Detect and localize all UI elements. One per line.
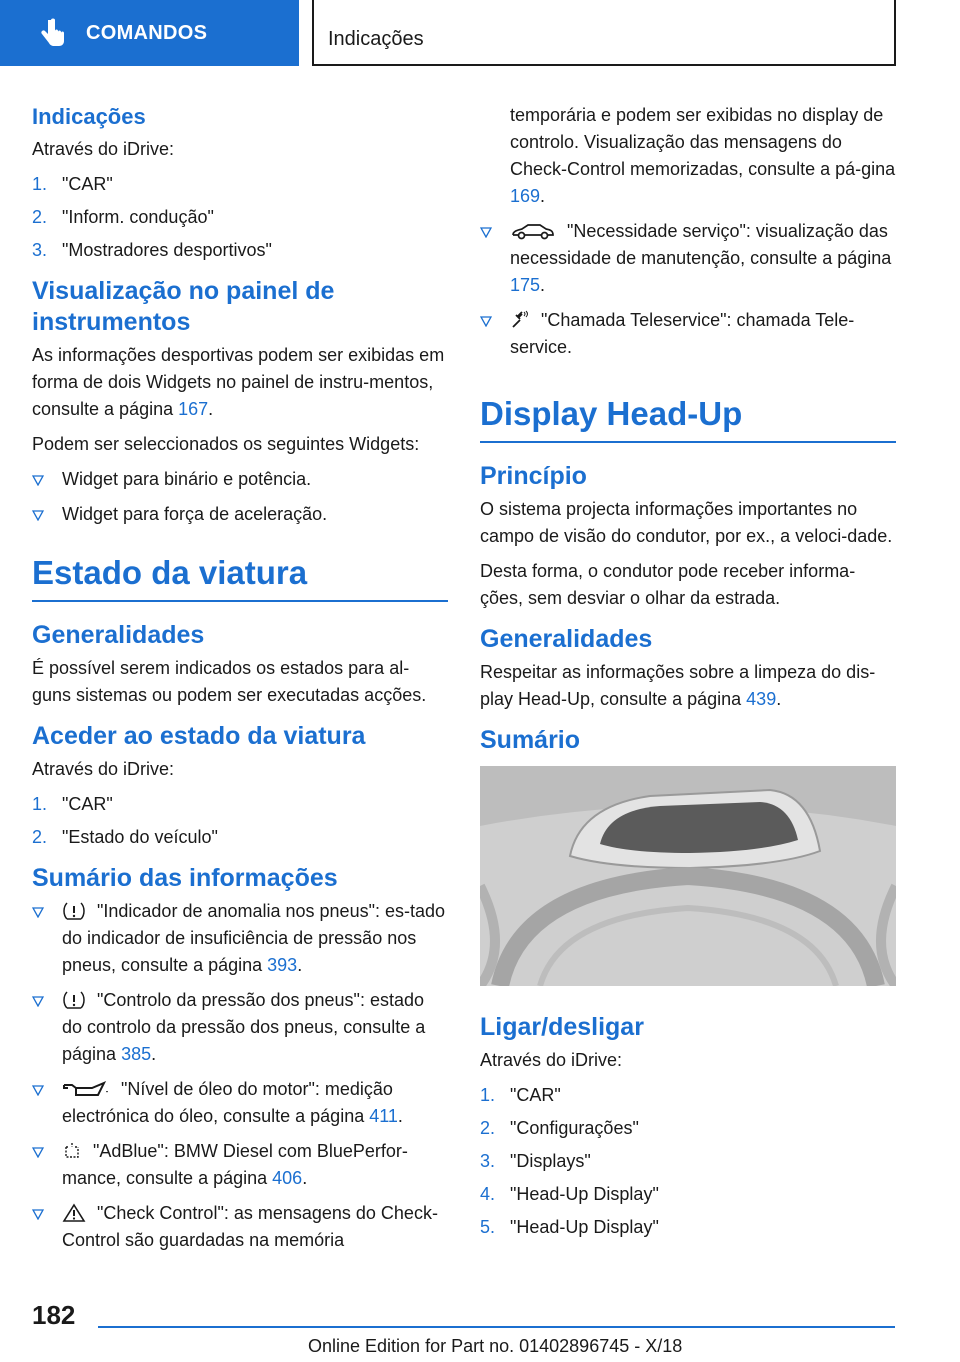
heading-generalidades: Generalidades (32, 621, 205, 649)
bullet-triangle-icon (32, 1084, 44, 1096)
paragraph: É possível serem indicados os estados para al‐guns sistemas ou podem ser executadas acções. (32, 658, 427, 705)
list-item: 4. "Head-Up Display" (480, 1184, 659, 1204)
section-label: Indicações (328, 28, 424, 50)
footer-divider (98, 1326, 895, 1328)
page-link[interactable]: 169 (510, 186, 541, 206)
list-item: 1. "CAR" (480, 1085, 561, 1105)
list-item: "Indicador de anomalia nos pneus": es‐tado do indicador de insuficiência de pressão nos pneus, consulte a página 393. (32, 898, 448, 979)
dashboard-image (480, 766, 896, 986)
hud-photo (480, 766, 896, 986)
chapter-tab[interactable] (0, 0, 299, 66)
heading-visualizacao: Visualização no painel de instrumentos (32, 277, 335, 336)
right-column (480, 100, 896, 1251)
left-column (32, 100, 448, 1264)
bullet-triangle-icon (480, 226, 492, 238)
heading-estado: Estado da viatura (32, 554, 448, 602)
tire-pressure-warning-icon (62, 901, 86, 921)
heading-sumario-informacoes: Sumário das informações (32, 864, 338, 892)
page-link[interactable]: 439 (746, 689, 777, 709)
bullet-triangle-icon (32, 906, 44, 918)
page-link[interactable]: 406 (272, 1168, 303, 1188)
steps-list (32, 791, 448, 851)
list-item: 2. "Estado do veículo" (32, 827, 218, 847)
intro-text: Através do iDrive: (480, 1050, 623, 1070)
list-item: "Check Control": as mensagens do Check-Control são guardadas na memória (32, 1200, 448, 1254)
bullet-triangle-icon (32, 1146, 44, 1158)
heading-generalidades: Generalidades (480, 625, 653, 653)
hand-pointer-icon (40, 18, 66, 48)
paragraph: Desta forma, o condutor pode receber informa‐ções, sem desviar o olhar da estrada. (480, 561, 856, 608)
list-item: "AdBlue": BMW Diesel com BluePerfor‐mance, consulte a página 406. (32, 1138, 448, 1192)
heading-ligar: Ligar/desligar (480, 1013, 644, 1041)
list-item: "Controlo da pressão dos pneus": estado do controlo da pressão dos pneus, consulte a página 385. (32, 987, 448, 1068)
warning-triangle-icon (62, 1203, 86, 1223)
heading-sumario: Sumário (480, 726, 581, 754)
page-link[interactable]: 175 (510, 275, 541, 295)
list-item: temporária e podem ser exibidas no display de controlo. Visualização das mensagens do Check-Control memorizadas, consulte a pá‐gina 169. (510, 105, 896, 206)
page-link[interactable]: 167 (178, 399, 209, 419)
page-link[interactable]: 385 (121, 1044, 152, 1064)
steps-list (480, 1082, 896, 1241)
intro-text: Através do iDrive: (32, 759, 175, 779)
intro-text: Através do iDrive: (32, 139, 175, 159)
paragraph: As informações desportivas podem ser exibidas em forma de dois Widgets no painel de instru‐mentos, consulte a página 167. (32, 345, 445, 419)
bullet-triangle-icon (32, 995, 44, 1007)
wrench-call-icon (510, 310, 530, 330)
car-service-icon (510, 223, 556, 241)
page-number: 182 (32, 1300, 76, 1330)
bullet-triangle-icon (480, 315, 492, 327)
list-item: Widget para força de aceleração. (32, 501, 448, 528)
page-link[interactable]: 411 (369, 1106, 398, 1126)
list-item: 2. "Configurações" (480, 1118, 639, 1138)
list-item: 3. "Displays" (480, 1151, 591, 1171)
tire-pressure-monitor-icon (62, 990, 86, 1010)
list-item: "Necessidade serviço": visualização das necessidade de manutenção, consulte a página 175. (480, 218, 896, 299)
section-header (312, 0, 896, 66)
heading-indicacoes: Indicações (32, 104, 146, 129)
info-list-continued (480, 102, 896, 361)
paragraph: Respeitar as informações sobre a limpeza do dis‐play Head-Up, consulte a página 439. (480, 662, 876, 709)
list-item: "Chamada Teleservice": chamada Tele‐service. (480, 307, 896, 361)
list-item: 5. "Head-Up Display" (480, 1217, 659, 1237)
page-link[interactable]: 393 (267, 955, 298, 975)
heading-hud: Display Head-Up (480, 395, 896, 443)
bullet-list (32, 466, 448, 528)
steps-list (32, 171, 448, 264)
adblue-icon (62, 1141, 82, 1161)
list-item: 3. "Mostradores desportivos" (32, 240, 272, 260)
edition-text: Online Edition for Part no. 01402896745 - X/18 (308, 1336, 683, 1356)
chapter-label: COMANDOS (86, 21, 208, 44)
list-item: 1. "CAR" (32, 794, 113, 814)
list-item: 1. "CAR" (32, 174, 113, 194)
paragraph: Podem ser seleccionados os seguintes Widgets: (32, 434, 420, 454)
paragraph: O sistema projecta informações importantes no campo de visão do condutor, por ex., a veloci‐dade. (480, 499, 893, 546)
list-item: 2. "Inform. condução" (32, 207, 214, 227)
list-item: "Nível de óleo do motor": medição electrónica do óleo, consulte a página 411. (32, 1076, 448, 1130)
heading-aceder: Aceder ao estado da viatura (32, 722, 366, 750)
heading-principio: Princípio (480, 462, 587, 490)
bullet-triangle-icon (32, 509, 44, 521)
bullet-triangle-icon (32, 474, 44, 486)
oil-can-icon (62, 1079, 110, 1099)
list-item: Widget para binário e potência. (32, 466, 448, 493)
info-list (32, 898, 448, 1254)
bullet-triangle-icon (32, 1208, 44, 1220)
